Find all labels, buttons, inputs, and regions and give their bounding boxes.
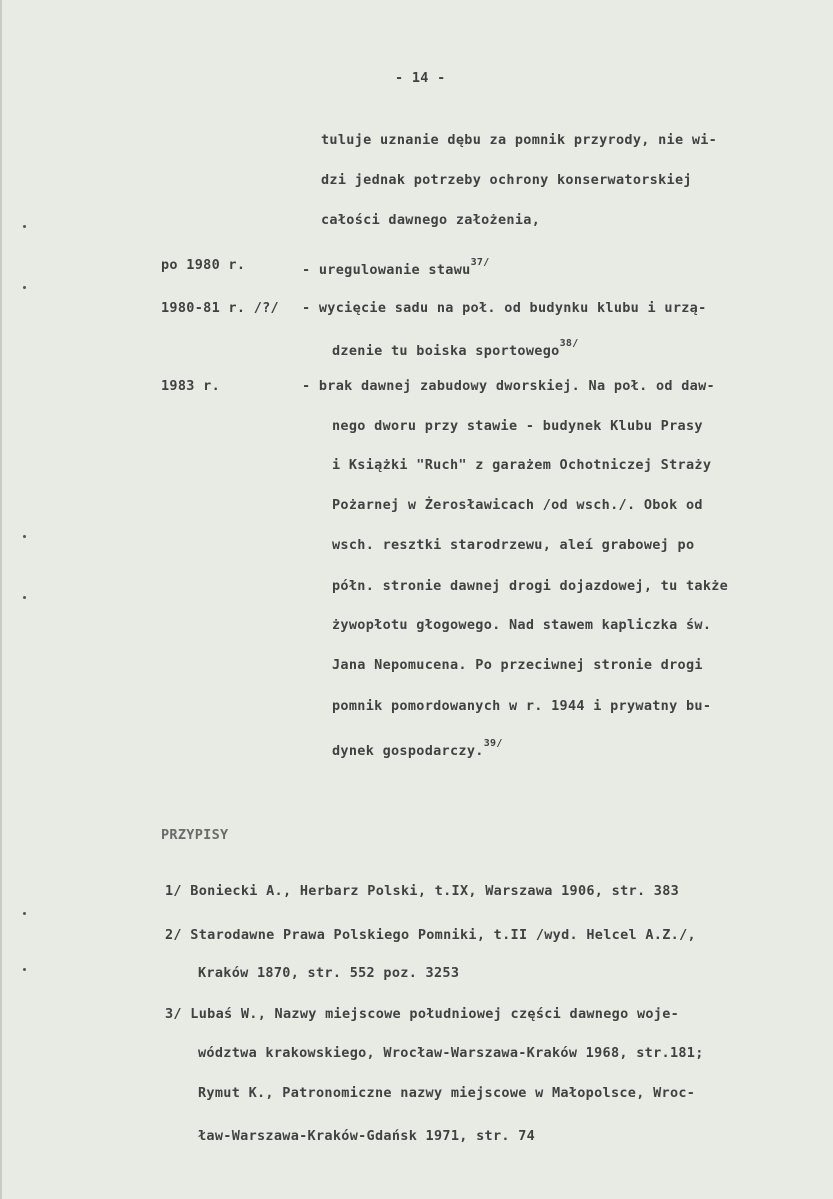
margin-mark (23, 596, 26, 599)
footnotes-heading: PRZYPISY (161, 827, 229, 843)
entry-date: 1983 r. (161, 378, 220, 394)
entry-text: - brak dawnej zabudowy dworskiej. Na poł. od daw- (302, 378, 715, 394)
entry-date: po 1980 r. (161, 257, 246, 273)
margin-mark (23, 912, 26, 915)
entry-text: dynek gospodarczy.$^{39/}$ (332, 738, 503, 759)
footnote-line: ław-Warszawa-Kraków-Gdańsk 1971, str. 74 (198, 1128, 536, 1144)
footnote-line: Rymut K., Patronomiczne nazwy miejscowe w Małopolsce, Wroc- (198, 1085, 696, 1101)
entry-text: półn. stronie dawnej drogi dojazdowej, tu także (332, 578, 729, 594)
entry-text: i Książki "Ruch" z garażem Ochotniczej Straży (332, 457, 712, 473)
entry-text: - uregulowanie stawu$^{37/}$ (302, 257, 490, 278)
footnote-ref: 38/ (559, 338, 579, 349)
margin-mark (23, 535, 26, 538)
entry-text: Pożarnej w Żerosławicach /od wsch./. Obok od (332, 497, 703, 513)
entry-text: żywopłotu głogowego. Nad stawem kapliczka św. (332, 617, 712, 633)
margin-mark (23, 968, 26, 971)
entry-text: pomnik pomordowanych w r. 1944 i prywatny bu- (332, 698, 712, 714)
entry-text: wsch. resztki starodrzewu, aleí grabowej po (332, 537, 695, 553)
footnote-ref: 37/ (470, 257, 490, 268)
footnote-line: Kraków 1870, str. 552 poz. 3253 (198, 965, 460, 981)
entry-text: nego dworu przy stawie - budynek Klubu Prasy (332, 418, 703, 434)
margin-mark (23, 225, 26, 228)
footnote-line: 1/ Boniecki A., Herbarz Polski, t.IX, Warszawa 1906, str. 383 (165, 883, 680, 899)
entry-text: dzenie tu boiska sportowego$^{38/}$ (332, 338, 579, 359)
entry-text: Jana Nepomucena. Po przeciwnej stronie drogi (332, 657, 703, 673)
page-number: - 14 - (395, 70, 446, 86)
text-line: dzi jednak potrzeby ochrony konserwatorskiej (321, 172, 692, 188)
margin-mark (23, 286, 26, 289)
footnote-ref: 39/ (483, 738, 503, 749)
entry-date: 1980-81 r. /?/ (161, 300, 279, 316)
text-line: tuluje uznanie dębu za pomnik przyrody, nie wi- (321, 132, 718, 148)
footnote-line: wództwa krakowskiego, Wrocław-Warszawa-Kraków 1968, str.181; (198, 1045, 704, 1061)
entry-text: - wycięcie sadu na poł. od budynku klubu i urzą- (302, 300, 707, 316)
footnote-line: 3/ Lubaś W., Nazwy miejscowe południowej części dawnego woje- (165, 1006, 680, 1022)
footnote-line: 2/ Starodawne Prawa Polskiego Pomniki, t.II /wyd. Helcel A.Z./, (165, 927, 696, 943)
text-line: całości dawnego założenia, (321, 212, 541, 228)
